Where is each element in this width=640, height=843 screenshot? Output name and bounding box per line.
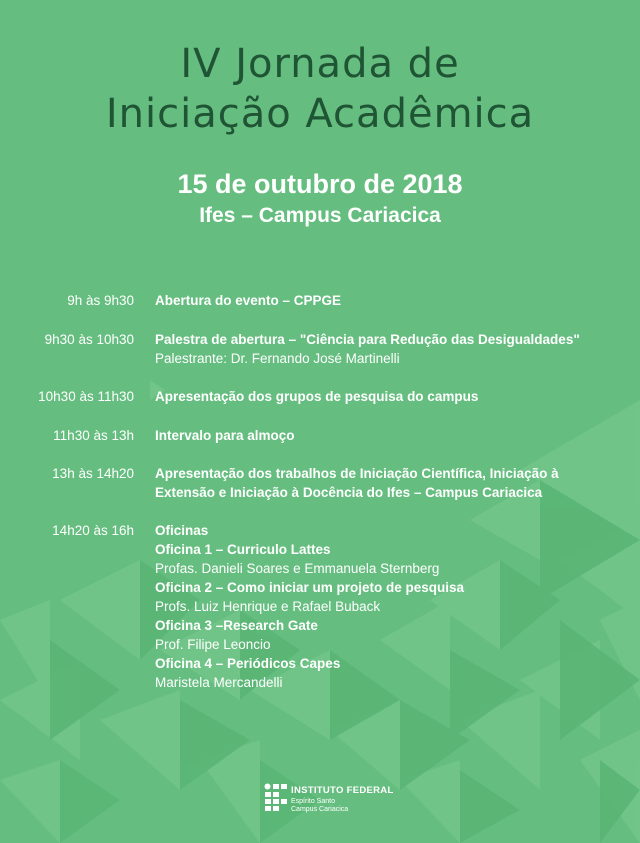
schedule-time: 9h30 às 10h30: [44, 332, 134, 347]
schedule-item-title: Oficinas: [155, 523, 209, 538]
workshop-title: Oficina 4 – Periódicos Capes: [155, 656, 341, 671]
event-title-line1: IV Jornada de: [180, 41, 460, 87]
workshop-title: Oficina 2 – Como iniciar um projeto de pesquisa: [155, 580, 465, 595]
workshop-title: Oficina 3 –Research Gate: [155, 618, 318, 633]
workshop-presenters: Prof. Filipe Leoncio: [155, 637, 271, 652]
schedule-time: 13h às 14h20: [52, 466, 134, 481]
schedule-item-title: Apresentação dos trabalhos de Iniciação Científica, Iniciação à: [155, 466, 559, 481]
schedule-time: 9h às 9h30: [67, 293, 134, 308]
schedule-item-title: Apresentação dos grupos de pesquisa do campus: [155, 389, 479, 404]
workshop-presenters: Profas. Danieli Soares e Emmanuela Sternberg: [155, 561, 440, 576]
event-title-line2: Iniciação Acadêmica: [105, 91, 535, 137]
event-date: 15 de outubro de 2018: [177, 169, 463, 199]
schedule-time: 11h30 às 13h: [53, 428, 134, 443]
instituto-federal-logo-icon: [264, 783, 288, 813]
schedule-item-detail: Palestrante: Dr. Fernando José Martinelli: [155, 351, 400, 366]
schedule-item-title: Extensão e Iniciação à Docência do Ifes – Campus Cariacica: [155, 485, 543, 500]
workshop-presenters: Maristela Mercandelli: [155, 675, 283, 690]
logo-campus: Campus Cariacica: [291, 805, 349, 813]
schedule-time: 14h20 às 16h: [52, 523, 134, 538]
schedule-item-title: Abertura do evento – CPPGE: [155, 293, 342, 308]
logo-institution-name: INSTITUTO FEDERAL: [291, 785, 394, 796]
workshop-title: Oficina 1 – Curriculo Lattes: [155, 542, 331, 557]
event-venue: Ifes – Campus Cariacica: [199, 204, 441, 227]
schedule-item-title: Intervalo para almoço: [155, 428, 295, 443]
schedule-item-title: Palestra de abertura – "Ciência para Redução das Desigualdades": [155, 332, 580, 347]
workshop-presenters: Profs. Luiz Henrique e Rafael Buback: [155, 599, 381, 614]
logo-state: Espírito Santo: [291, 797, 335, 805]
institution-logo-text: [291, 786, 394, 813]
schedule-time: 10h30 às 11h30: [38, 389, 134, 404]
